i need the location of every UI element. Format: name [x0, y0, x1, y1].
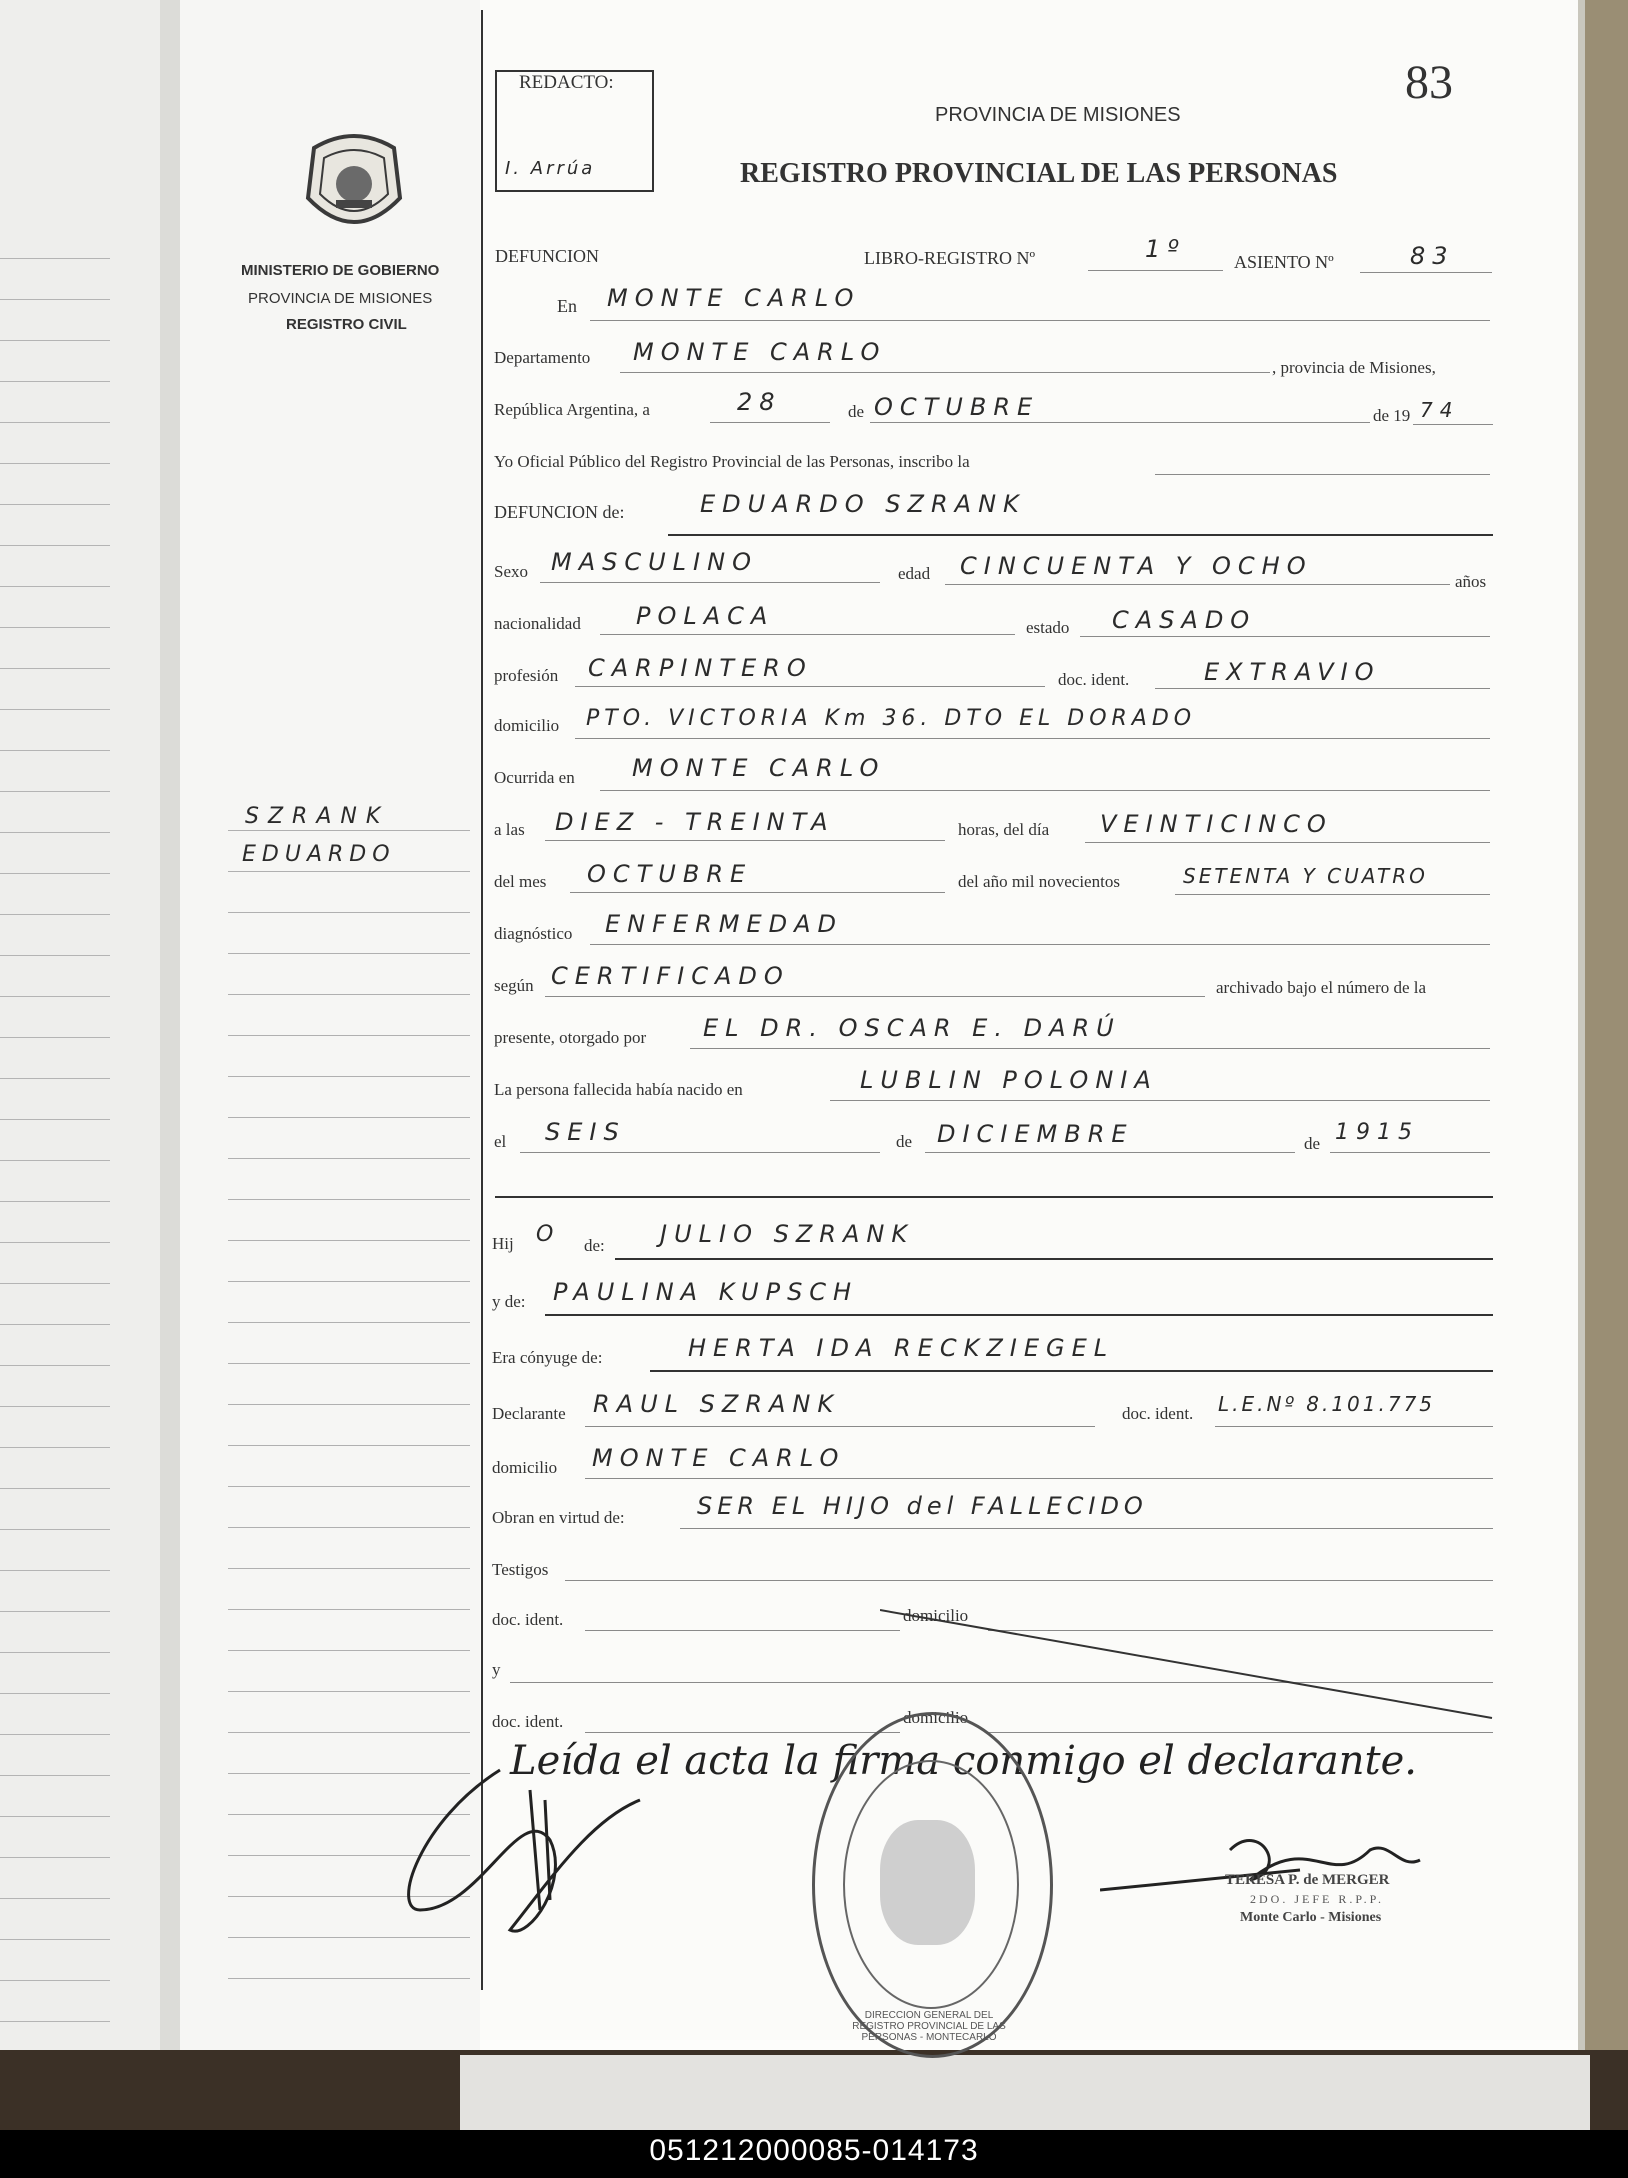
segun-label: según [494, 976, 534, 995]
strip-ruled-line [0, 1488, 110, 1489]
padre-value: JULIO SZRANK [660, 1220, 915, 1248]
de-label: de [848, 402, 865, 421]
margin-ruled-line [228, 1978, 470, 1979]
officer-signature-icon [400, 1760, 660, 1960]
republica-label: República Argentina, a [494, 400, 650, 419]
strip-ruled-line [0, 1529, 110, 1530]
asiento-label: ASIENTO Nº [1234, 252, 1334, 272]
strip-ruled-line [0, 1693, 110, 1694]
strip-ruled-line [0, 1898, 110, 1899]
nac-anio-value: 1915 [1335, 1120, 1419, 1145]
margin-ruled-line [228, 1363, 470, 1364]
margin-ruled-line [228, 1076, 470, 1077]
margin-ruled-line [228, 1117, 470, 1118]
redacto-value: I. Arrúa [505, 158, 596, 179]
strip-ruled-line [0, 873, 110, 874]
segun-value: CERTIFICADO [551, 962, 790, 990]
strip-ruled-line [0, 1406, 110, 1407]
margin-ruled-line [228, 1240, 470, 1241]
el-label: el [494, 1132, 507, 1151]
margin-ruled-line [228, 1527, 470, 1528]
nac-mes-value: DICIEMBRE [937, 1120, 1134, 1148]
margin-ruled-line [228, 1404, 470, 1405]
en-label: En [557, 296, 577, 316]
del-mes-value: OCTUBRE [587, 860, 753, 888]
strip-ruled-line [0, 1242, 110, 1243]
anio-value: 74 [1420, 398, 1460, 422]
strip-ruled-line [0, 381, 110, 382]
defuncion-de-label: DEFUNCION de: [494, 502, 625, 522]
test2-doc-label: doc. ident. [492, 1712, 564, 1731]
nacionalidad-label: nacionalidad [494, 614, 581, 633]
provincial-crest-icon [300, 128, 408, 240]
nacionalidad-value: POLACA [636, 602, 775, 630]
cancel-strike-line [880, 1600, 1500, 1730]
strip-ruled-line [0, 1447, 110, 1448]
del-mes-label: del mes [494, 872, 547, 891]
strip-ruled-line [0, 545, 110, 546]
strip-ruled-line [0, 1037, 110, 1038]
strip-ruled-line [0, 1324, 110, 1325]
closing-note: Leída el acta la firma conmigo el declarante. [510, 1738, 1417, 1784]
strip-ruled-line [0, 1939, 110, 1940]
provincia-suffix: , provincia de Misiones, [1272, 358, 1436, 377]
margin-ruled-line [228, 1445, 470, 1446]
madre-value: PAULINA KUPSCH [553, 1278, 859, 1306]
previous-page-strip [0, 0, 175, 2060]
strip-ruled-line [0, 1078, 110, 1079]
margin-ruled-line [228, 953, 470, 954]
departamento-label: Departamento [494, 348, 591, 367]
margin-ruled-line [228, 871, 470, 872]
record-type: DEFUNCION [495, 246, 600, 266]
strip-ruled-line [0, 463, 110, 464]
decl-doc-label: doc. ident. [1122, 1404, 1194, 1423]
presente-label: presente, otorgado por [494, 1028, 647, 1047]
left-margin-panel [180, 0, 480, 2050]
margin-ruled-line [228, 1732, 470, 1733]
stamp-position: 2DO. JEFE R.P.P. [1250, 1892, 1385, 1906]
estado-label: estado [1026, 618, 1070, 637]
margin-ruled-line [228, 1158, 470, 1159]
margin-ruled-line [228, 1486, 470, 1487]
presente-value: EL DR. OSCAR E. DARÚ [703, 1014, 1121, 1042]
anio-prefix: de 19 [1373, 406, 1411, 425]
hij-de-label: de: [584, 1236, 605, 1255]
nac-anio-label: de [1304, 1134, 1321, 1153]
ocurrida-label: Ocurrida en [494, 768, 575, 787]
conyuge-label: Era cónyuge de: [492, 1348, 603, 1367]
margin-ruled-line [228, 1650, 470, 1651]
strip-ruled-line [0, 258, 110, 259]
horas-label: horas, del día [958, 820, 1050, 839]
strip-ruled-line [0, 1734, 110, 1735]
strip-ruled-line [0, 586, 110, 587]
header-title: REGISTRO PROVINCIAL DE LAS PERSONAS [740, 158, 1338, 189]
strip-ruled-line [0, 1201, 110, 1202]
strip-ruled-line [0, 504, 110, 505]
defuncion-de-value: EDUARDO SZRANK [700, 490, 1026, 518]
form-left-border [481, 10, 483, 1990]
margin-ruled-line [228, 912, 470, 913]
strip-ruled-line [0, 1652, 110, 1653]
margin-ruled-line [228, 1199, 470, 1200]
hij-label: Hij [492, 1234, 514, 1253]
archivado-label: archivado bajo el número de la [1216, 978, 1427, 997]
page-bottom-edge [460, 2055, 1590, 2130]
strip-ruled-line [0, 996, 110, 997]
header-province: PROVINCIA DE MISIONES [935, 104, 1181, 126]
strip-ruled-line [0, 299, 110, 300]
registry-civil-line: REGISTRO CIVIL [286, 316, 407, 333]
mes-value: OCTUBRE [874, 393, 1040, 421]
hij-suffix: O [536, 1222, 561, 1247]
a-las-value: DIEZ - TREINTA [555, 808, 835, 836]
testigos-label: Testigos [492, 1560, 549, 1579]
sexo-value: MASCULINO [551, 548, 758, 576]
decl-doc-value: L.E.Nº 8.101.775 [1218, 1392, 1436, 1416]
redacto-label: REDACTO: [519, 72, 614, 93]
doc-ident-label: doc. ident. [1058, 670, 1130, 689]
del-anio-value: SETENTA Y CUATRO [1183, 864, 1428, 888]
estado-value: CASADO [1112, 606, 1257, 634]
domicilio-label: domicilio [494, 716, 560, 735]
y-label: y [492, 1660, 501, 1679]
obran-label: Obran en virtud de: [492, 1508, 625, 1527]
conyuge-value: HERTA IDA RECKZIEGEL [688, 1334, 1115, 1362]
strip-ruled-line [0, 1857, 110, 1858]
margin-ruled-line [228, 1281, 470, 1282]
dia-value: 28 [737, 388, 782, 416]
seal-text: DIRECCION GENERAL DEL REGISTRO PROVINCIAL DE LAS PERSONAS - MONTECARLO [852, 2010, 1006, 2043]
stamp-place: Monte Carlo - Misiones [1240, 1910, 1382, 1925]
margin-note-surname: SZRANK [245, 804, 390, 829]
nacido-value: LUBLIN POLONIA [860, 1066, 1158, 1094]
test2-dom-label: domicilio [903, 1708, 969, 1727]
anios-label: años [1455, 572, 1487, 591]
book-cover-edge [1585, 0, 1628, 2050]
strip-ruled-line [0, 1160, 110, 1161]
margin-ruled-line [228, 1322, 470, 1323]
strip-ruled-line [0, 1283, 110, 1284]
en-value: MONTE CARLO [607, 284, 861, 312]
strip-ruled-line [0, 668, 110, 669]
page-gutter [160, 0, 180, 2060]
strip-ruled-line [0, 1119, 110, 1120]
diagnostico-value: ENFERMEDAD [605, 910, 844, 938]
strip-ruled-line [0, 422, 110, 423]
del-anio-label: del año mil novecientos [958, 872, 1120, 891]
decl-domicilio-value: MONTE CARLO [592, 1444, 846, 1472]
strip-ruled-line [0, 2021, 110, 2022]
strip-ruled-line [0, 914, 110, 915]
strip-ruled-line [0, 340, 110, 341]
domicilio-value: PTO. VICTORIA Km 36. DTO EL DORADO [586, 706, 1197, 731]
strip-ruled-line [0, 791, 110, 792]
strip-ruled-line [0, 627, 110, 628]
page-number: 83 [1405, 56, 1453, 109]
test-dom-label: domicilio [903, 1606, 969, 1625]
libro-label: LIBRO-REGISTRO Nº [864, 248, 1036, 268]
doc-ident-value: EXTRAVIO [1204, 658, 1381, 686]
margin-ruled-line [228, 1609, 470, 1610]
a-las-label: a las [494, 820, 525, 839]
strip-ruled-line [0, 750, 110, 751]
asiento-value: 83 [1410, 242, 1455, 270]
departamento-value: MONTE CARLO [633, 338, 887, 366]
decl-domicilio-label: domicilio [492, 1458, 558, 1477]
obran-value: SER EL HIJO del FALLECIDO [697, 1492, 1148, 1520]
margin-ruled-line [228, 1691, 470, 1692]
oficial-text: Yo Oficial Público del Registro Provincial de las Personas, inscribo la [494, 452, 970, 471]
registry-seal-emblem-icon [880, 1820, 975, 1945]
declarante-value: RAUL SZRANK [593, 1390, 841, 1418]
horas-value: VEINTICINCO [1100, 810, 1333, 838]
barcode-id: 051212000085-014173 [649, 2134, 979, 2167]
margin-ruled-line [228, 1035, 470, 1036]
sexo-label: Sexo [494, 562, 528, 581]
diagnostico-label: diagnóstico [494, 924, 573, 943]
strip-ruled-line [0, 832, 110, 833]
y-de-label: y de: [492, 1292, 526, 1311]
strip-ruled-line [0, 1611, 110, 1612]
test-doc-label: doc. ident. [492, 1610, 564, 1629]
declarante-label: Declarante [492, 1404, 566, 1423]
strip-ruled-line [0, 955, 110, 956]
strip-ruled-line [0, 1816, 110, 1817]
strip-ruled-line [0, 1775, 110, 1776]
margin-ruled-line [228, 1568, 470, 1569]
stamp-name: TERESA P. de MERGER [1225, 1872, 1390, 1888]
ocurrida-value: MONTE CARLO [632, 754, 886, 782]
margin-note-name: EDUARDO [242, 842, 396, 867]
strip-ruled-line [0, 1570, 110, 1571]
libro-value: 1º [1145, 235, 1186, 263]
nacido-label: La persona fallecida había nacido en [494, 1080, 743, 1099]
ministry-line: MINISTERIO DE GOBIERNO [241, 262, 440, 279]
nac-de-label: de [896, 1132, 913, 1151]
nac-dia-value: SEIS [545, 1118, 626, 1146]
strip-ruled-line [0, 1365, 110, 1366]
margin-ruled-line [228, 830, 470, 831]
strip-ruled-line [0, 1980, 110, 1981]
margin-ruled-line [228, 994, 470, 995]
strip-ruled-line [0, 709, 110, 710]
profesion-label: profesión [494, 666, 559, 685]
province-line: PROVINCIA DE MISIONES [248, 290, 433, 307]
edad-label: edad [898, 564, 931, 583]
profesion-value: CARPINTERO [588, 654, 813, 682]
edad-value: CINCUENTA Y OCHO [960, 552, 1313, 580]
